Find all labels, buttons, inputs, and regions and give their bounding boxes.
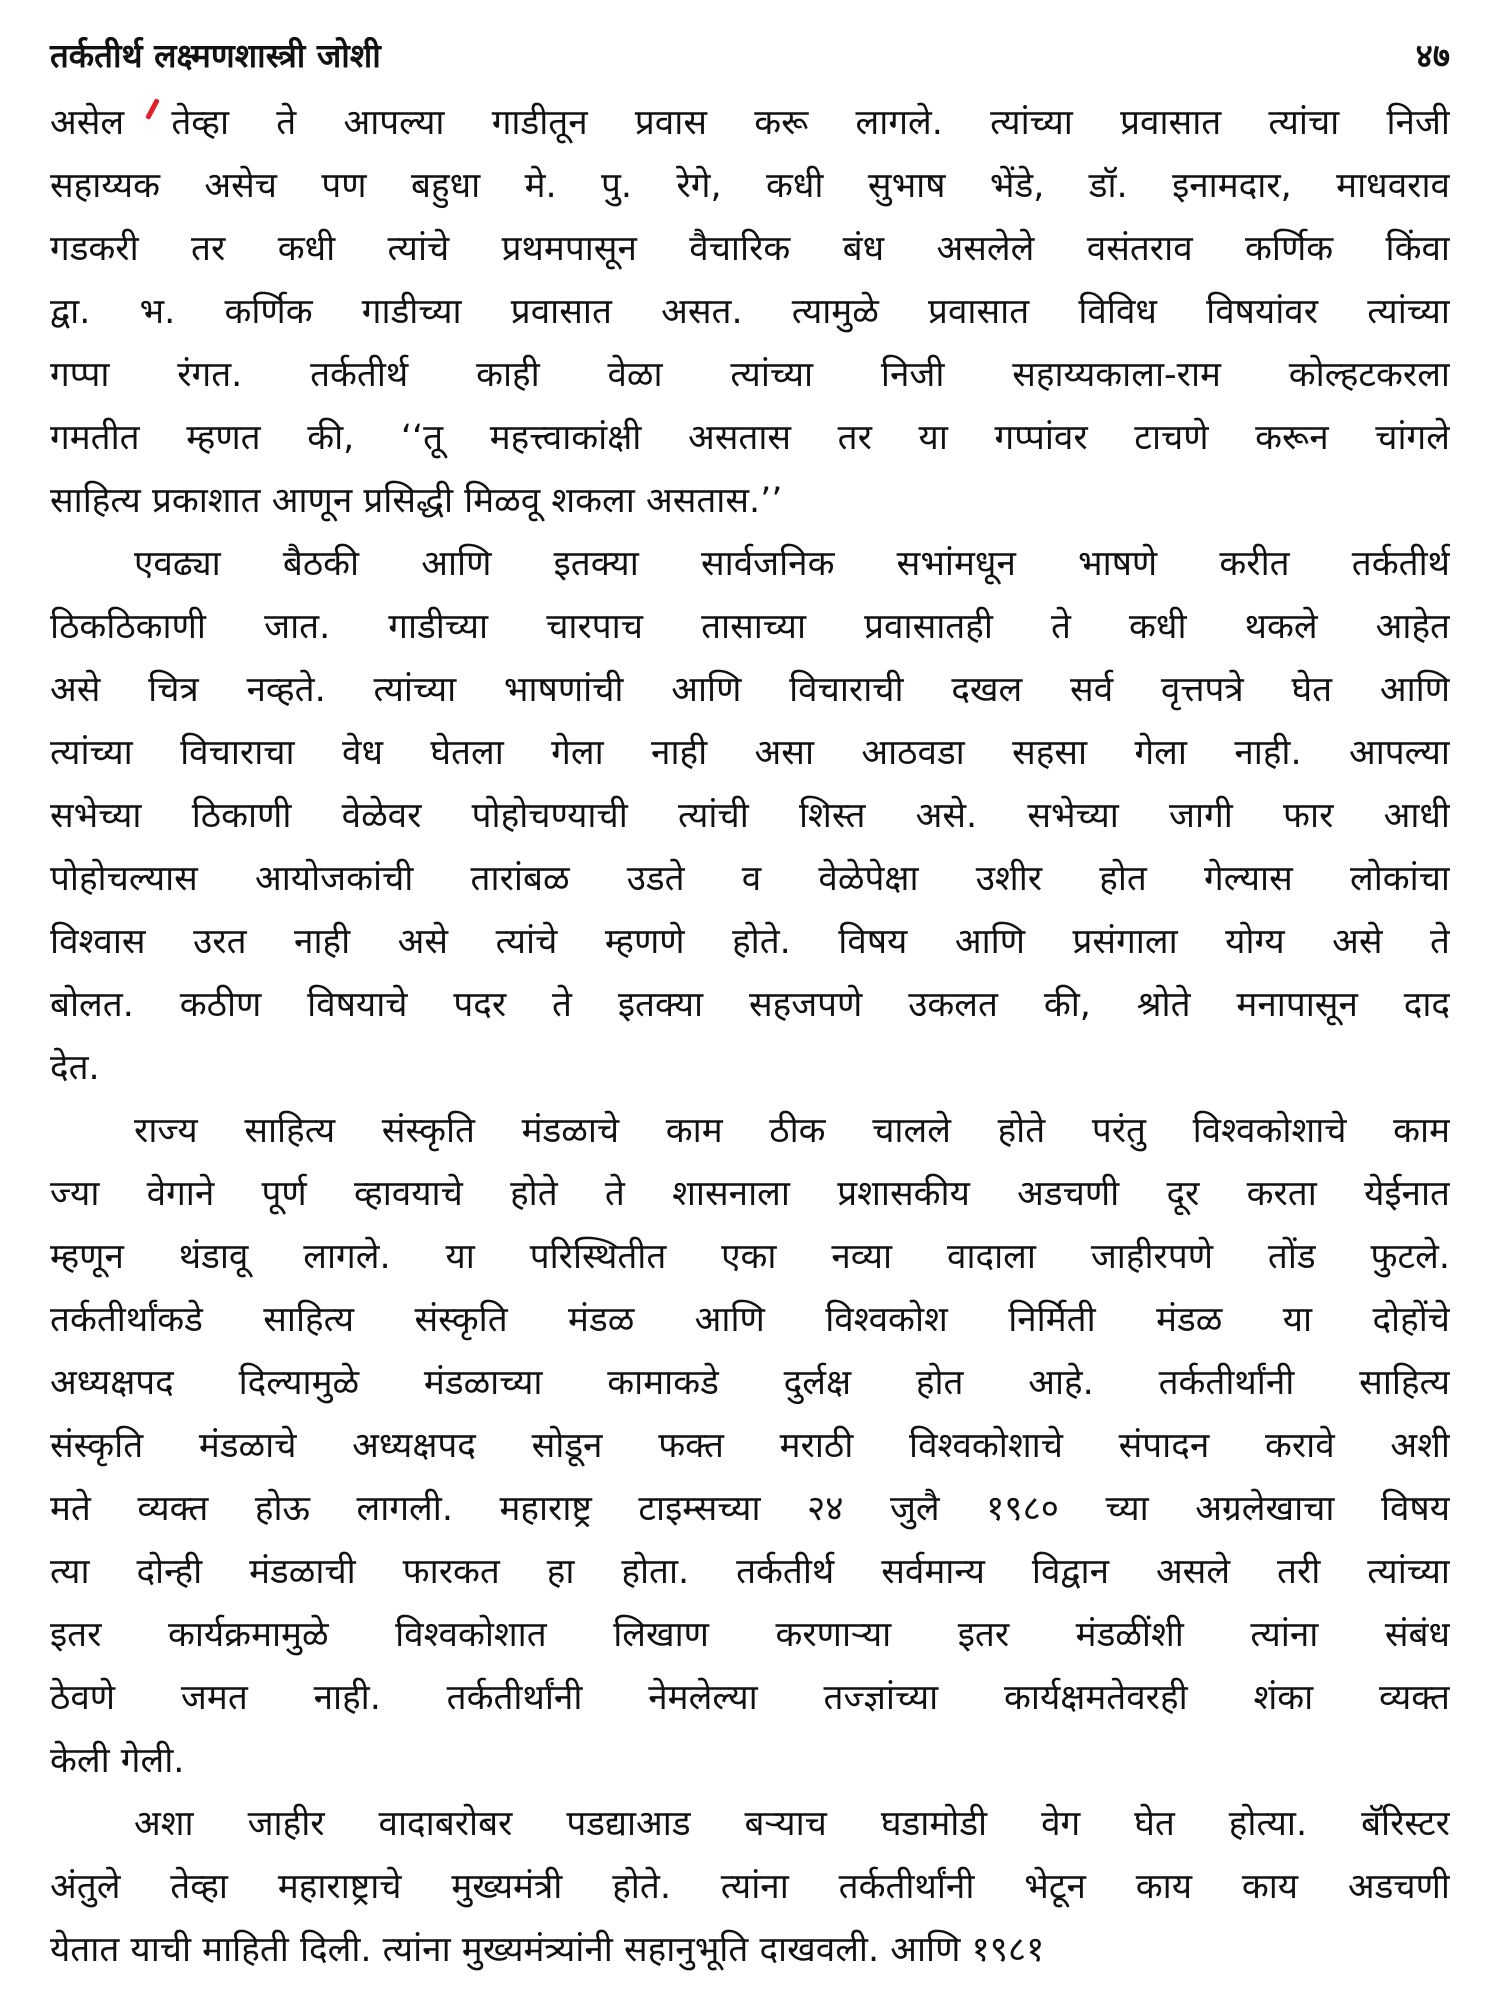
text-line: ठेवणे जमत नाही. तर्कतीर्थांनी नेमलेल्या तज्ज्ञांच्या कार्यक्षमतेवरही शंका व्यक्त: [50, 1678, 1450, 1718]
text-line: मते व्यक्त होऊ लागली. महाराष्ट्र टाइम्सच्या २४ जुलै १९८० च्या अग्रलेखाचा विषय: [50, 1489, 1450, 1529]
text-line: त्यांच्या विचाराचा वेध घेतला गेला नाही असा आठवडा सहसा गेला नाही. आपल्या: [50, 733, 1450, 773]
text-line: इतर कार्यक्रमामुळे विश्वकोशात लिखाण करणाऱ्या इतर मंडळींशी त्यांना संबंध: [50, 1615, 1450, 1655]
page-number: ४७: [1415, 35, 1450, 75]
text-line: अंतुले तेव्हा महाराष्ट्राचे मुख्यमंत्री होते. त्यांना तर्कतीर्थांनी भेटून काय काय अडचणी: [50, 1867, 1450, 1907]
text-line: येतात याची माहिती दिली. त्यांना मुख्यमंत्र्यांनी सहानुभूति दाखवली. आणि १९८१: [50, 1930, 1045, 1970]
text-line: गमतीत म्हणत की, ‘‘तू महत्त्वाकांक्षी असतास तर या गप्पांवर टाचणे करून चांगले: [50, 418, 1450, 458]
text-line: ज्या वेगाने पूर्ण व्हावयाचे होते ते शासनाला प्रशासकीय अडचणी दूर करता येईनात: [50, 1174, 1450, 1214]
text-line: असेल तेव्हा ते आपल्या गाडीतून प्रवास करू लागले. त्यांच्या प्रवासात त्यांचा निजी: [50, 103, 1450, 143]
text-line: द्वा. भ. कर्णिक गाडीच्या प्रवासात असत. त्यामुळे प्रवासात विविध विषयांवर त्यांच्या: [50, 292, 1450, 332]
text-line: असे चित्र नव्हते. त्यांच्या भाषणांची आणि विचाराची दखल सर्व वृत्तपत्रे घेत आणि: [50, 670, 1450, 710]
text-line: ठिकठिकाणी जात. गाडीच्या चारपाच तासाच्या प्रवासातही ते कधी थकले आहेत: [50, 607, 1450, 647]
text-line: केली गेली.: [50, 1741, 185, 1781]
text-line: संस्कृति मंडळाचे अध्यक्षपद सोडून फक्त मराठी विश्वकोशाचे संपादन करावे अशी: [50, 1426, 1450, 1466]
text-line: एवढ्या बैठकी आणि इतक्या सार्वजनिक सभांमधून भाषणे करीत तर्कतीर्थ: [134, 544, 1450, 584]
text-line: गप्पा रंगत. तर्कतीर्थ काही वेळा त्यांच्या निजी सहाय्यकाला-राम कोल्हटकरला: [50, 355, 1450, 395]
running-title: तर्कतीर्थ लक्ष्मणशास्त्री जोशी: [50, 35, 381, 75]
body-text: [50, 92, 1450, 1982]
text-line: अशा जाहीर वादाबरोबर पडद्याआड बऱ्याच घडामोडी वेग घेत होत्या. बॅरिस्टर: [134, 1804, 1450, 1844]
text-line: बोलत. कठीण विषयाचे पदर ते इतक्या सहजपणे उकलत की, श्रोते मनापासून दाद: [50, 985, 1450, 1025]
text-line: म्हणून थंडावू लागले. या परिस्थितीत एका नव्या वादाला जाहीरपणे तोंड फुटले.: [50, 1237, 1450, 1277]
paragraph: [50, 1793, 1450, 1982]
text-line: विश्वास उरत नाही असे त्यांचे म्हणणे होते. विषय आणि प्रसंगाला योग्य असे ते: [50, 922, 1450, 962]
text-line: गडकरी तर कधी त्यांचे प्रथमपासून वैचारिक बंध असलेले वसंतराव कर्णिक किंवा: [50, 229, 1450, 269]
text-line: अध्यक्षपद दिल्यामुळे मंडळाच्या कामाकडे दुर्लक्ष होत आहे. तर्कतीर्थांनी साहित्य: [50, 1363, 1450, 1403]
text-line: त्या दोन्ही मंडळाची फारकत हा होता. तर्कतीर्थ सर्वमान्य विद्वान असले तरी त्यांच्या: [50, 1552, 1450, 1592]
paragraph: [50, 533, 1450, 1100]
text-line: देत.: [50, 1048, 100, 1088]
text-line: राज्य साहित्य संस्कृति मंडळाचे काम ठीक चालले होते परंतु विश्वकोशाचे काम: [134, 1111, 1450, 1151]
text-line: साहित्य प्रकाशात आणून प्रसिद्धी मिळवू शकला असतास.’’: [50, 481, 783, 521]
text-line: सहाय्यक असेच पण बहुधा मे. पु. रेगे, कधी सुभाष भेंडे, डॉ. इनामदार, माधवराव: [50, 166, 1450, 206]
paragraph: [50, 92, 1450, 533]
text-line: तर्कतीर्थांकडे साहित्य संस्कृति मंडळ आणि विश्वकोश निर्मिती मंडळ या दोहोंचे: [50, 1300, 1450, 1340]
text-line: पोहोचल्यास आयोजकांची तारांबळ उडते व वेळेपेक्षा उशीर होत गेल्यास लोकांचा: [50, 859, 1450, 899]
running-head: [50, 26, 1450, 82]
text-line: सभेच्या ठिकाणी वेळेवर पोहोचण्याची त्यांची शिस्त असे. सभेच्या जागी फार आधी: [50, 796, 1450, 836]
paragraph: [50, 1100, 1450, 1793]
